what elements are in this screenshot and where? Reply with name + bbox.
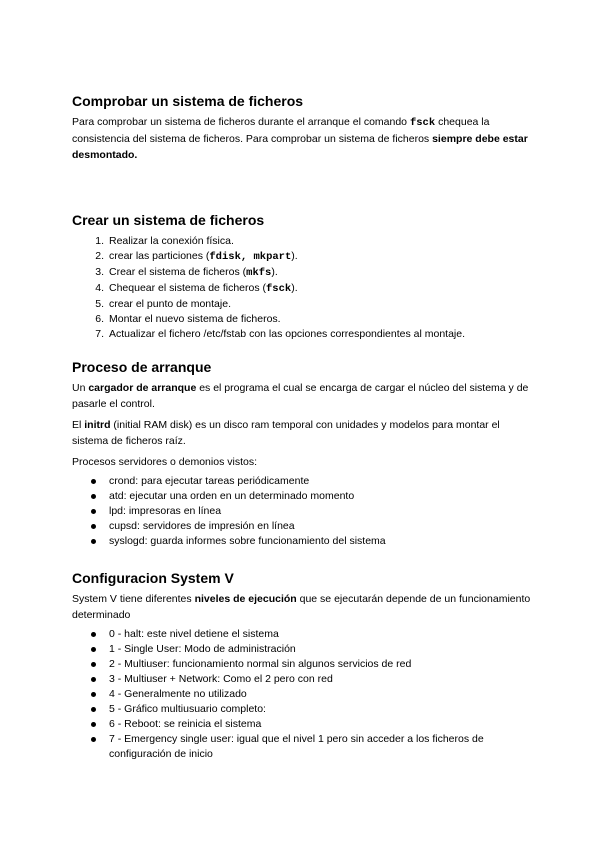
- list-niveles: [72, 627, 532, 762]
- list-number: 6.: [95, 313, 104, 325]
- text-run: Montar el nuevo sistema de ficheros.: [109, 313, 281, 325]
- bold-text: niveles de ejecución: [194, 593, 297, 605]
- list-item: [88, 249, 532, 265]
- heading-comprobar: Comprobar un sistema de ficheros: [72, 93, 304, 109]
- list-item: crond: para ejecutar tareas periódicamente: [91, 474, 532, 489]
- list-item: [88, 265, 532, 281]
- list-item: 0 - halt: este nivel detiene el sistema: [91, 627, 532, 642]
- text-run: Crear el sistema de ficheros (: [109, 266, 247, 278]
- list-number: 5.: [95, 298, 104, 310]
- heading-arranque: Proceso de arranque: [72, 359, 212, 375]
- code-fsck: fsck: [409, 117, 436, 129]
- text-run: crear las particiones (: [109, 250, 210, 262]
- text-run: Actualizar el fichero /etc/fstab con las opciones correspondientes al montaje.: [109, 328, 466, 340]
- list-number: 1.: [95, 235, 104, 247]
- text-run: Para comprobar un sistema de ficheros durante el arranque el comando: [72, 116, 410, 128]
- list-item: [88, 297, 532, 312]
- text-run: crear el punto de montaje.: [109, 298, 231, 310]
- text-run: ).: [291, 250, 298, 262]
- list-item: 2 - Multiuser: funcionamiento normal sin algunos servicios de red: [91, 657, 532, 672]
- list-crear: [72, 234, 532, 342]
- text-run: System V tiene diferentes: [72, 593, 195, 605]
- text-run: El: [72, 419, 85, 431]
- paragraph-systemv: [72, 591, 532, 623]
- text-run: ).: [291, 282, 298, 294]
- list-item: atd: ejecutar una orden en un determinado momento: [91, 489, 532, 504]
- list-item: [88, 234, 532, 249]
- code-command: fdisk, mkpart: [209, 251, 292, 263]
- text-run: Chequear el sistema de ficheros (: [109, 282, 266, 294]
- paragraph-cargador: [72, 380, 532, 412]
- list-item: 4 - Generalmente no utilizado: [91, 687, 532, 702]
- text-run: que se ejecutarán depende de un funcionamiento determinado: [72, 593, 531, 621]
- list-item: [88, 312, 532, 327]
- code-command: mkfs: [246, 267, 272, 279]
- paragraph-initrd: [72, 417, 532, 449]
- text-run: chequea la consistencia del sistema de ficheros. Para comprobar un sistema de ficheros: [72, 116, 490, 145]
- list-item: 3 - Multiuser + Network: Como el 2 pero con red: [91, 672, 532, 687]
- list-item: 1 - Single User: Modo de administración: [91, 642, 532, 657]
- paragraph-procesos: Procesos servidores o demonios vistos:: [72, 456, 257, 468]
- list-number: 4.: [95, 282, 104, 294]
- heading-systemv: Configuracion System V: [72, 570, 234, 586]
- bold-text: cargador de arranque: [88, 382, 197, 394]
- code-command: fsck: [266, 283, 292, 295]
- bold-text: siempre debe estar desmontado.: [72, 133, 528, 161]
- document-content: [72, 92, 532, 762]
- list-item: lpd: impresoras en línea: [91, 504, 532, 519]
- text-run: es el programa el cual se encarga de cargar el núcleo del sistema y de pasarle el control.: [72, 382, 529, 410]
- text-run: Realizar la conexión física.: [109, 235, 234, 247]
- heading-crear: Crear un sistema de ficheros: [72, 212, 265, 228]
- list-item: syslogd: guarda informes sobre funcionamiento del sistema: [91, 534, 532, 549]
- list-item: 7 - Emergency single user: igual que el nivel 1 pero sin acceder a los ficheros de configuración de inicio: [91, 732, 532, 762]
- bold-text: initrd: [84, 419, 111, 431]
- list-item: 6 - Reboot: se reinicia el sistema: [91, 717, 532, 732]
- text-run: (initial RAM disk) es un disco ram temporal con unidades y modelos para montar el sistema de ficheros raíz.: [72, 419, 500, 447]
- list-item: [88, 327, 532, 342]
- paragraph-comprobar: [72, 114, 532, 163]
- list-number: 2.: [95, 250, 104, 262]
- list-demonios: [72, 474, 532, 549]
- list-item: cupsd: servidores de impresión en línea: [91, 519, 532, 534]
- list-item: [88, 281, 532, 297]
- list-number: 3.: [95, 266, 104, 278]
- text-run: Un: [72, 382, 89, 394]
- list-item: 5 - Gráfico multiusuario completo:: [91, 702, 532, 717]
- text-run: ).: [271, 266, 278, 278]
- list-number: 7.: [95, 328, 104, 340]
